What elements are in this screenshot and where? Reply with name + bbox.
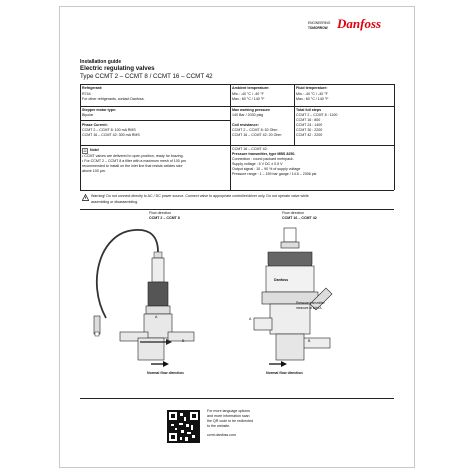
note-line: above 100 µm. bbox=[82, 169, 106, 173]
warning-text: assembling or disassembling. bbox=[91, 200, 139, 204]
rule-bottom bbox=[80, 190, 394, 191]
fluid-max: Max.: 60 °C / 140 °F bbox=[296, 97, 329, 101]
refrigerant-value: R744 bbox=[82, 92, 91, 96]
rule-row3 bbox=[80, 145, 394, 146]
steps-row: CCMT 42 : 2200 bbox=[296, 133, 323, 137]
col-divider-2 bbox=[294, 84, 295, 145]
right-caption: Flow direction bbox=[282, 211, 305, 215]
col-divider-1 bbox=[230, 84, 231, 190]
rule-footer bbox=[80, 398, 394, 399]
label-a-left: A bbox=[155, 315, 158, 319]
pt-line: Output signal : 10 – 90 % of supply voltage bbox=[232, 167, 301, 171]
coil-heading: Coil resistance: bbox=[232, 123, 259, 127]
stepper-heading: Stepper motor type: bbox=[82, 108, 117, 112]
phase-row: CCMT 16 – CCMT 42: 300 mA RMS bbox=[82, 133, 140, 137]
fluid-heading: Fluid temperature: bbox=[296, 86, 328, 90]
steps-heading: Total full steps bbox=[296, 108, 322, 112]
product-title: Electric regulating valves bbox=[80, 65, 155, 72]
warning-text: Warning! Do not connect directly to AC / DC power source. Connect valve to appropriate controller/driver only. Do not operate valve while bbox=[91, 194, 309, 198]
steps-row: CCMT 16 : 800 bbox=[296, 118, 321, 122]
pt-line: Pressure transmitter, type MBS 8250. bbox=[232, 152, 296, 156]
footer-text: and more information scan bbox=[207, 414, 250, 418]
col-right-edge bbox=[394, 84, 395, 190]
ambient-heading: Ambient temperature: bbox=[232, 86, 270, 90]
pt-line: Pressure range : 1 – 159 bar gauge / 14.5 – 2306 psi bbox=[232, 172, 317, 176]
guide-label: Installation guide bbox=[80, 59, 122, 65]
rule-top bbox=[80, 84, 394, 85]
footer-text: to the website. bbox=[207, 424, 231, 428]
coil-row: CCMT 16 – CCMT 42: 20 Ohm bbox=[232, 133, 282, 137]
valve-drawing-large bbox=[240, 222, 340, 382]
pt-line: Connection : round packard metripack. bbox=[232, 157, 294, 161]
phase-heading: Phase Current: bbox=[82, 123, 108, 127]
rule-row1 bbox=[80, 106, 394, 107]
flow-arrow-label-left: Normal flow direction bbox=[147, 371, 184, 375]
label-a-right: A bbox=[249, 317, 252, 321]
right-caption-model: CCMT 16 – CCMT 42 bbox=[282, 216, 317, 220]
ambient-max: Max.: 60 °C / 140 °F bbox=[232, 97, 265, 101]
product-type: Type CCMT 2 – CCMT 8 / CCMT 16 – CCMT 42 bbox=[80, 73, 213, 80]
flow-arrow-left-icon bbox=[150, 360, 170, 368]
pt-heading: CCMT 16 – CCMT 42: bbox=[232, 147, 268, 151]
label-b-left: B bbox=[182, 339, 185, 343]
phase-row: CCMT 2 – CCMT 8: 100 mA RMS bbox=[82, 128, 136, 132]
refrigerant-heading: Refrigerant: bbox=[82, 86, 103, 90]
note-line: • For CCMT 2 – CCMT 8 a filter with a maximum mesh of 100 µm bbox=[82, 159, 186, 163]
fluid-min: Min.: -40 °C / -40 °F bbox=[296, 92, 328, 96]
pt-callout: Pressure transmitter bbox=[296, 301, 325, 305]
ambient-min: Min.: -40 °C / -40 °F bbox=[232, 92, 264, 96]
label-b-right: B bbox=[308, 339, 311, 343]
qr-code bbox=[167, 410, 200, 443]
left-caption-model: CCMT 2 – CCMT 8 bbox=[149, 216, 180, 220]
footer-text: the QR code to be redirected bbox=[207, 419, 254, 423]
warning-icon bbox=[82, 194, 89, 201]
mwp-heading: Max working pressure bbox=[232, 108, 270, 112]
footer-url-link[interactable]: ccmt.danfoss.com bbox=[207, 433, 236, 437]
flow-arrow-right-icon bbox=[268, 360, 288, 368]
mwp-value: 140 Bar / 2030 psig bbox=[232, 113, 264, 117]
steps-row: CCMT 24 : 1400 bbox=[296, 123, 323, 127]
note-line: recommended to install on the inlet line that resists articles size bbox=[82, 164, 183, 168]
note-heading: Note! bbox=[90, 148, 100, 152]
tagline-engineering: ENGINEERING bbox=[308, 21, 331, 25]
danfoss-logo: Danfoss bbox=[337, 16, 382, 31]
valve-drawing-small bbox=[80, 222, 200, 382]
coil-row: CCMT 2 – CCMT 8: 52 Ohm bbox=[232, 128, 278, 132]
valve-brand-label: Danfoss bbox=[274, 278, 289, 282]
footer-text: For more language options bbox=[207, 409, 250, 413]
tagline-tomorrow: TOMORROW bbox=[308, 26, 328, 30]
stepper-value: Bipolar bbox=[82, 113, 94, 117]
rule-warning bbox=[80, 209, 394, 210]
rule-row2 bbox=[80, 120, 230, 121]
pt-callout: measure at inlet A bbox=[296, 306, 322, 310]
steps-row: CCMT 2 – CCMT 8 : 1100 bbox=[296, 113, 338, 117]
left-caption: Flow direction bbox=[149, 211, 172, 215]
refrigerant-note: For other refrigerants, contact Danfoss. bbox=[82, 97, 145, 101]
flow-arrow-label-right: Normal flow direction bbox=[266, 371, 303, 375]
note-line: • CCMT valves are delivered in open position, ready for brazing. bbox=[82, 154, 184, 158]
col-left-edge bbox=[80, 84, 81, 190]
steps-row: CCMT 30 : 2200 bbox=[296, 128, 323, 132]
pt-line: Supply voltage : 5 V DC ± 0.5 V bbox=[232, 162, 283, 166]
